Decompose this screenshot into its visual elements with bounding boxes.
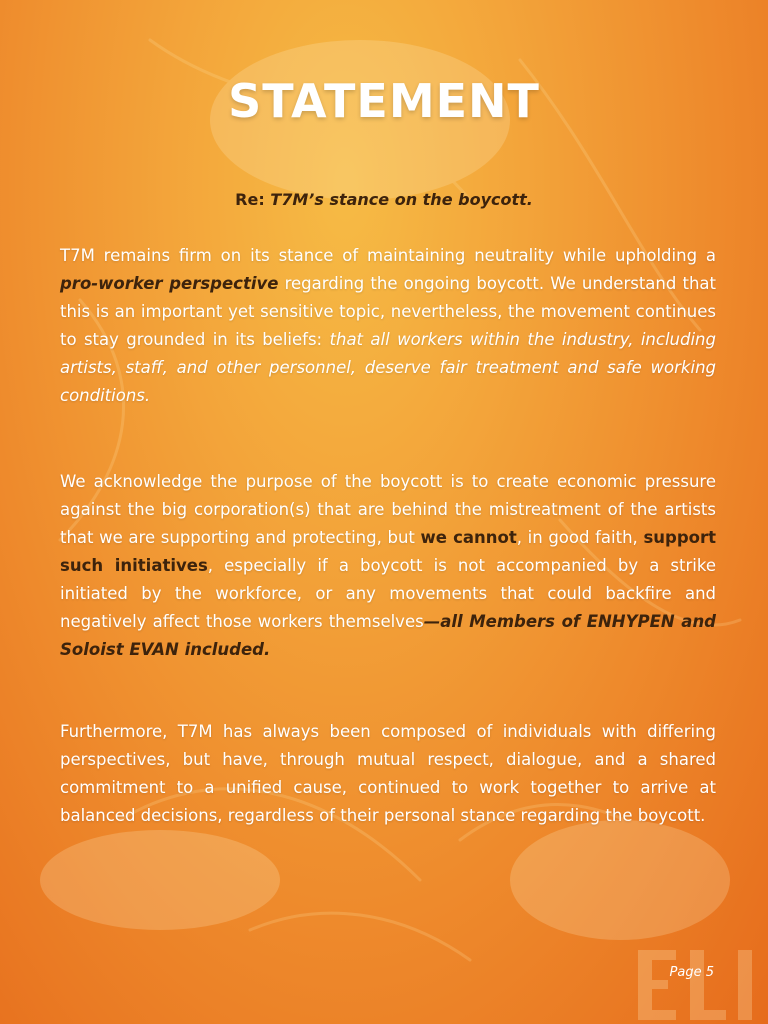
p2-text-e: , especially if a boycott is not accompanied by a strike initiated by the workforce, or any movements that could backfire and negatively affect those workers themselves xyxy=(60,556,716,631)
paragraph-3: Furthermore, T7M has always been composed of individuals with differing perspectives, but have, through mutual respect, dialogue, and a shared commitment to a unified cause, continued to work together to arrive at balanced decisions, regardless of their personal stance regarding the boycott. xyxy=(60,722,716,825)
subject-text: T7M’s stance on the boycott. xyxy=(270,190,533,209)
p1-text-c: regarding the ongoing boycott. We understand that this is an important yet sensitive topic, nevertheless, the movement continues to stay grounded in its beliefs: xyxy=(60,274,716,349)
p2-emphasis-we-cannot: we cannot xyxy=(420,528,517,547)
p2-emphasis-members: —all Members of ENHYPEN and Soloist EVAN included. xyxy=(60,612,716,659)
p1-beliefs: that all workers within the industry, including artists, staff, and other personnel, deserve fair treatment and safe working conditions. xyxy=(60,330,716,405)
page-title: STATEMENT xyxy=(228,74,540,128)
p1-emphasis-pro-worker: pro-worker perspective xyxy=(60,274,279,293)
p2-text-c: , in good faith, xyxy=(516,528,644,547)
p1-text-a: T7M remains firm on its stance of maintaining neutrality while upholding a xyxy=(60,246,716,265)
p2-emphasis-support: support such initiatives xyxy=(60,528,716,575)
paragraph-1 xyxy=(60,242,716,410)
subject-label: Re: xyxy=(235,190,265,209)
watermark-logo xyxy=(618,940,768,1024)
p2-text-a: We acknowledge the purpose of the boycott is to create economic pressure against the big corporation(s) that are behind the mistreatment of the artists that we are supporting and protecting, but xyxy=(60,472,716,547)
subject-line xyxy=(0,190,768,209)
page-number: Page 5 xyxy=(669,965,714,980)
paragraph-2 xyxy=(60,468,716,664)
